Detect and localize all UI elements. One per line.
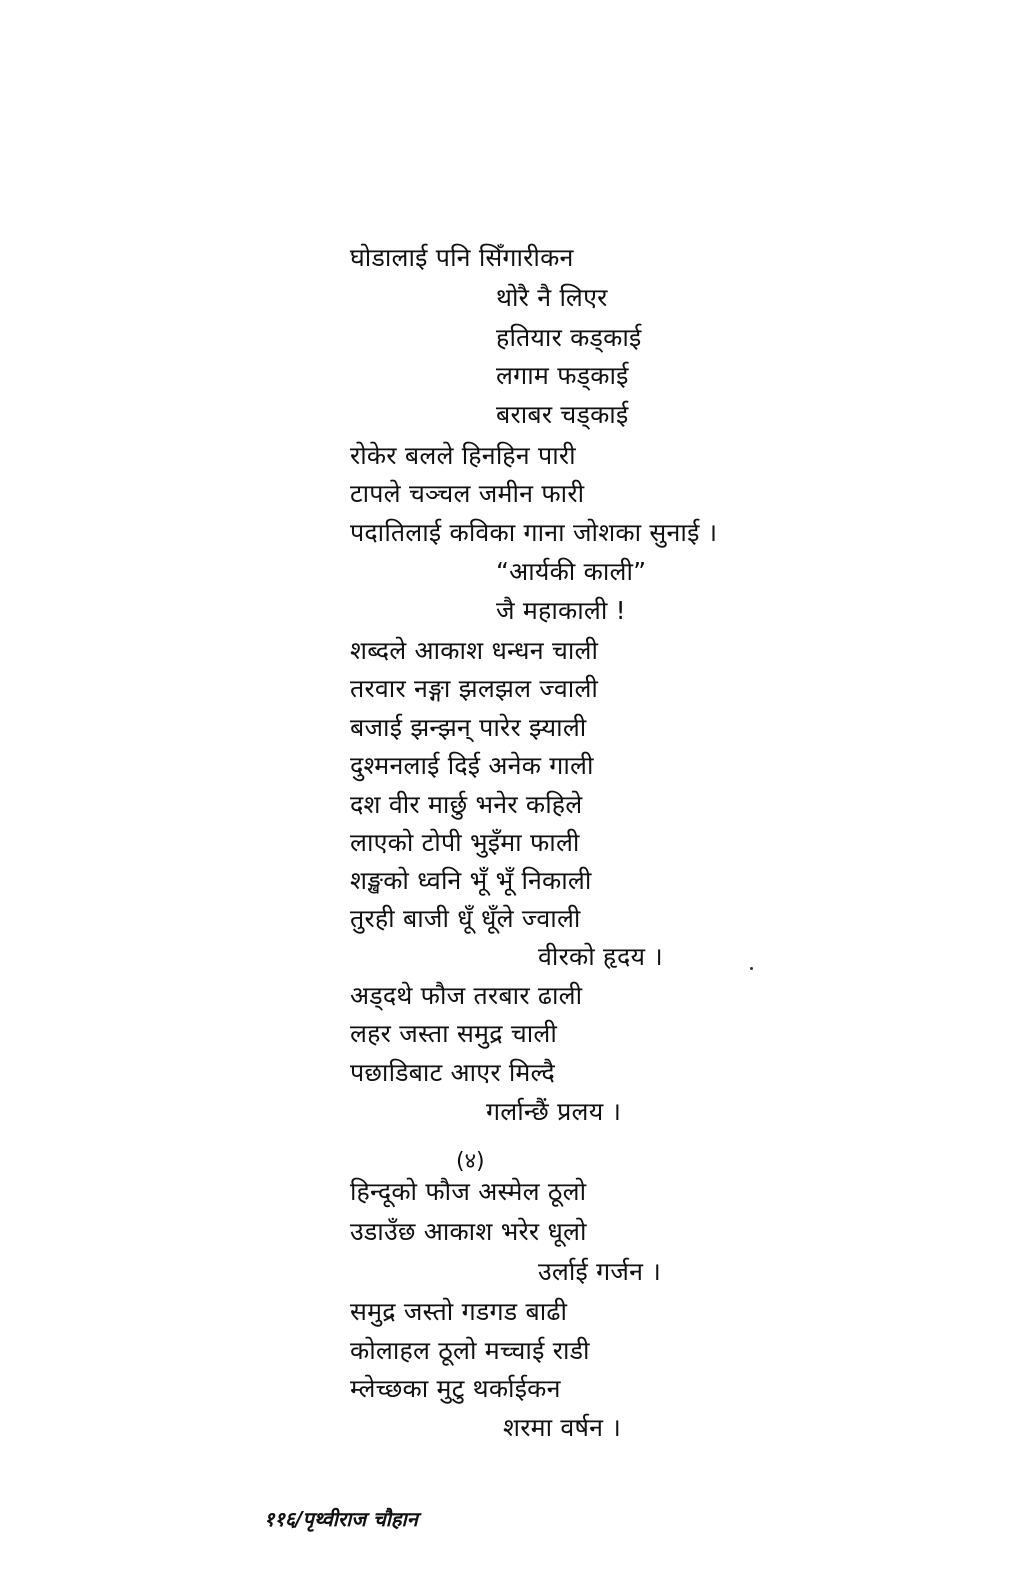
- poem-line: वीरको हृदय ।: [538, 942, 663, 971]
- poem-line: शङ्खको ध्वनि भूँ भूँ निकाली: [350, 866, 592, 895]
- poem-line: दुश्मनलाई दिई अनेक गाली: [350, 751, 594, 780]
- poem-line: तरवार नङ्गा झलझल ज्वाली: [350, 674, 599, 703]
- poem-line: बजाई झन्झन् पारेर झ्याली: [350, 713, 587, 742]
- poem-line: शब्दले आकाश धन्धन चाली: [350, 636, 599, 665]
- poem-line: समुद्र जस्तो गडगड बाढी: [350, 1297, 568, 1326]
- poem-line: जै महाकाली !: [496, 596, 626, 625]
- ink-speck: [750, 967, 753, 970]
- poem-line: तुरही बाजी धूँ धूँले ज्वाली: [350, 904, 581, 933]
- poem-line: हिन्दूको फौज अस्मेल ठूलो: [350, 1177, 587, 1206]
- poem-line: “आर्यकी काली”: [496, 557, 647, 586]
- page-footer: ११६/पृथ्वीराज चौहान: [264, 1507, 418, 1531]
- poem-line: म्लेच्छका मुटु थर्काईकन: [350, 1374, 561, 1403]
- poem-line: बराबर चड्काई: [496, 400, 629, 429]
- poem-line: दश वीर मार्छु भनेर कहिले: [350, 790, 583, 819]
- poem-line: थोरै नै लिएर: [496, 283, 608, 312]
- poem-line: रोकेर बलले हिनहिन पारी: [350, 441, 576, 470]
- poem-line: कोलाहल ठूलो मच्चाई राडी: [350, 1336, 590, 1365]
- poem-line: घोडालाई पनि सिँगारीकन: [350, 243, 574, 272]
- poem-line: पदातिलाई कविका गाना जोशका सुनाई ।: [350, 518, 718, 547]
- poem-line: लहर जस्ता समुद्र चाली: [350, 1019, 557, 1048]
- poem-line: गर्लान्छैं प्रलय ।: [486, 1097, 622, 1126]
- poem-line: हतियार कड्काई: [496, 323, 642, 352]
- stanza-number: (४): [456, 1149, 485, 1174]
- poem-line: टापले चञ्चल जमीन फारी: [350, 479, 585, 508]
- poem-line: उर्लाई गर्जन ।: [538, 1257, 662, 1286]
- poem-line: पछाडिबाट आएर मिल्दै: [350, 1058, 555, 1087]
- poem-line: लगाम फड्काई: [496, 361, 629, 390]
- poem-line: शरमा वर्षन ।: [503, 1413, 622, 1442]
- poem-line: लाएको टोपी भुइँमा फाली: [350, 828, 580, 857]
- poem-line: अड्दथे फौज तरबार ढाली: [350, 981, 583, 1010]
- poem-line: उडाउँछ आकाश भरेर धूलो: [350, 1217, 587, 1246]
